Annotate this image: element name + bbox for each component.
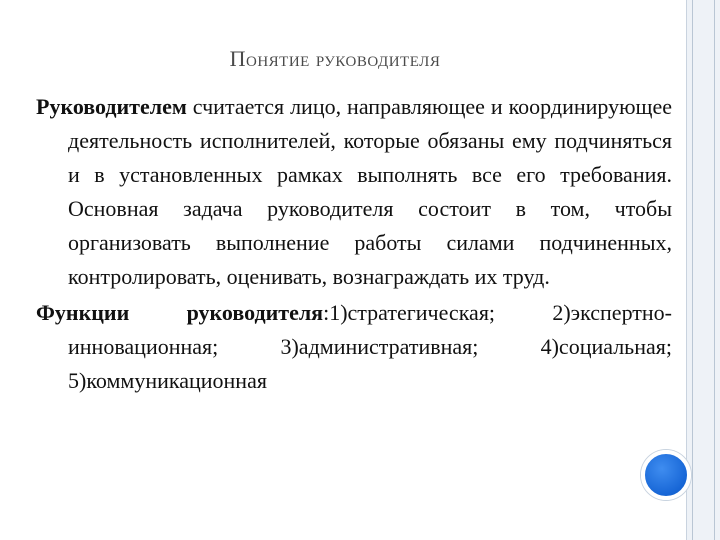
definition-term: Руководителем [36,94,187,119]
frame-line [692,0,693,540]
decorative-circle-icon [641,450,691,500]
functions-text: :1)стратегическая; 2)экспертно-инновационная; 3)административная; 4)социальная; 5)коммуникационная [68,300,672,393]
definition-text: считается лицо, направляющее и координирующее деятельность исполнителей, которые обязаны ему подчиняться и в установленных рамках выполнять все его требования. Основная задача руководителя состоит в том, чтобы организовать выполнение работы силами подчиненных, контролировать, оценивать, вознаграждать их труд. [68,94,672,289]
definition-paragraph [36,90,672,294]
slide-title: Понятие руководителя [229,46,441,71]
slide-body [36,90,672,398]
functions-paragraph [36,296,672,398]
frame-line [714,0,715,540]
functions-term: Функции руководителя [36,300,324,325]
